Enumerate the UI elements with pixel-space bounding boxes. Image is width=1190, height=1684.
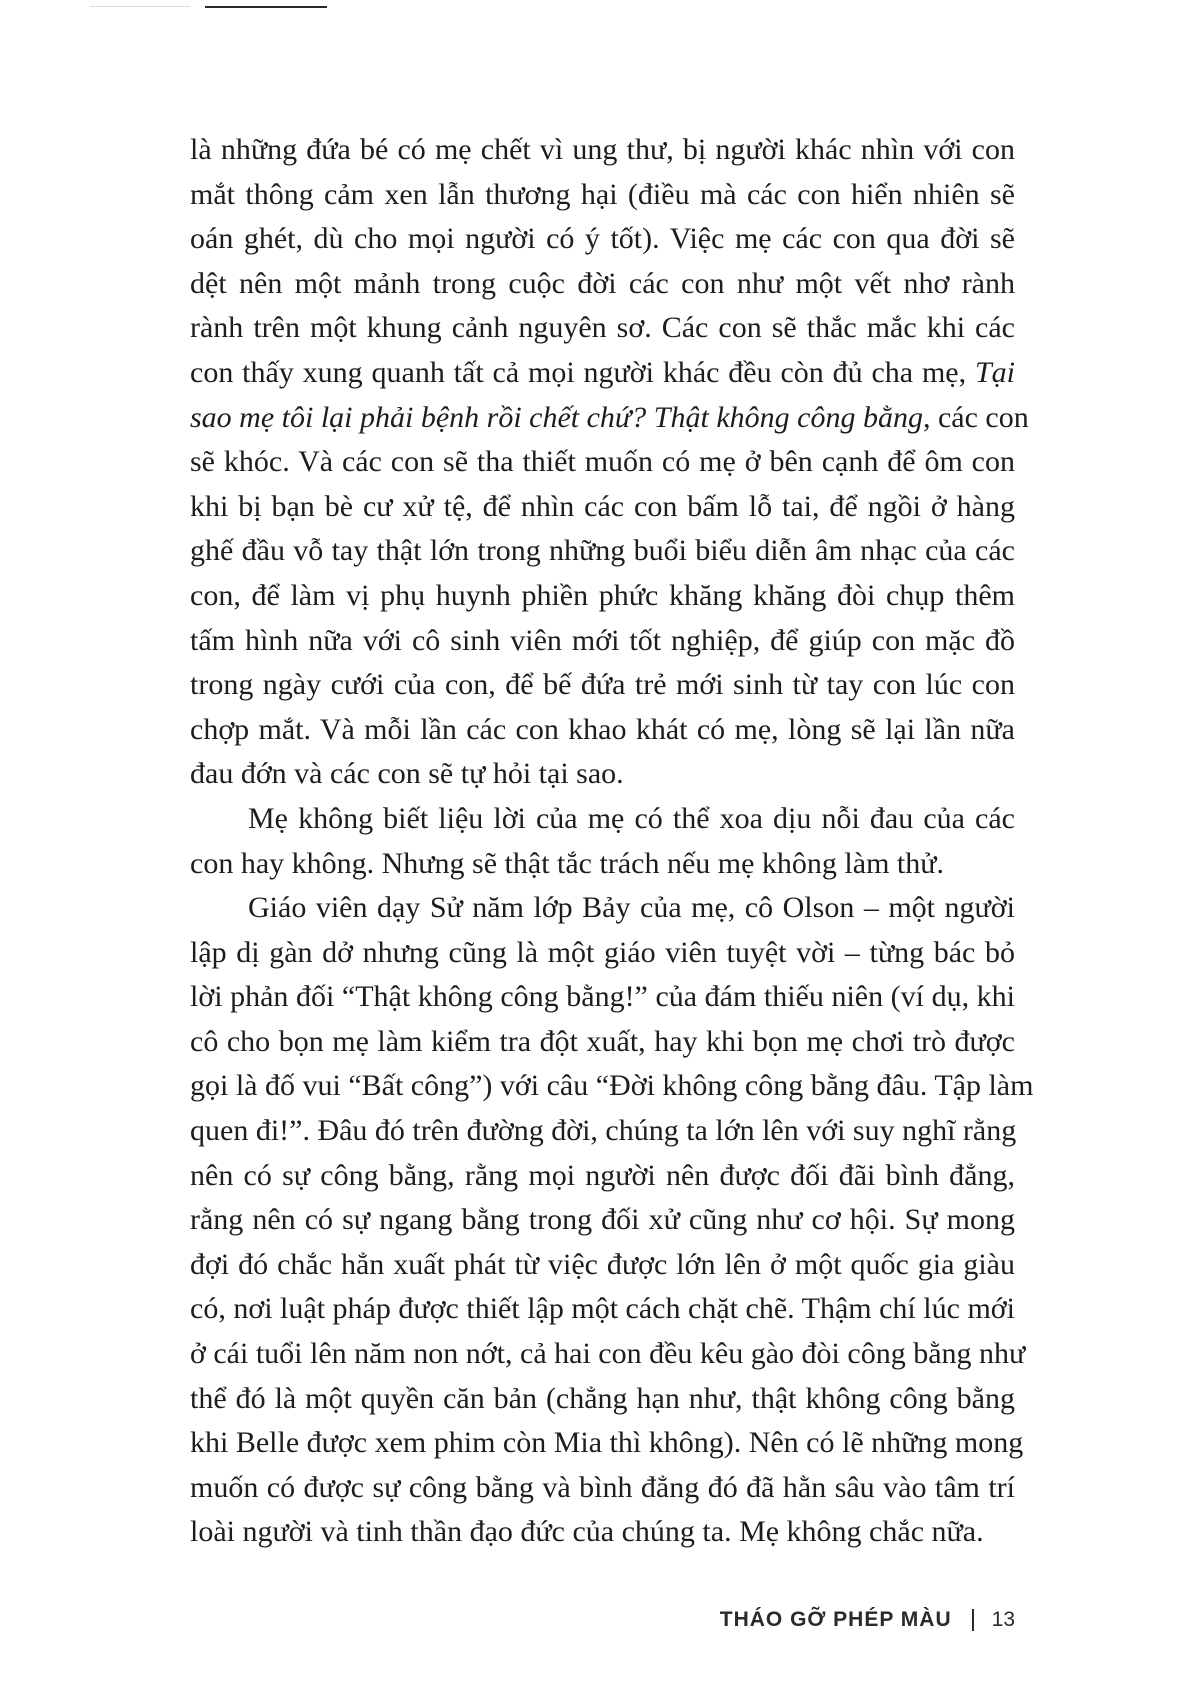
text-run: , các con: [922, 400, 1029, 434]
text-run: con, để làm vị phụ huynh phiền phức khăng khăng đòi chụp thêm: [190, 578, 1015, 612]
running-title: THÁO GỠ PHÉP MÀU: [719, 1608, 952, 1631]
text-run: Giáo viên dạy Sử năm lớp Bảy của mẹ, cô Olson – một người: [248, 891, 1015, 925]
text-line: [190, 1109, 1015, 1154]
text-run: lập dị gàn dở nhưng cũng là một giáo viên tuyệt vời – từng bác bỏ: [190, 935, 1015, 969]
text-line: [190, 1154, 1015, 1199]
text-run: lời phản đối “Thật không công bằng!” của đám thiếu niên (ví dụ, khi: [190, 980, 1015, 1014]
text-line: [190, 1377, 1015, 1422]
text-run: rành trên một khung cảnh nguyên sơ. Các con sẽ thắc mắc khi các: [190, 311, 1015, 345]
text-run: oán ghét, dù cho mọi người có ý tốt). Việc mẹ các con qua đời sẽ: [190, 222, 1015, 256]
text-line: [190, 1466, 1015, 1511]
text-run: dệt nên một mảnh trong cuộc đời các con như một vết nhơ rành: [190, 266, 1015, 300]
text-line: [190, 1198, 1015, 1243]
text-line: [190, 128, 1015, 173]
text-run: ở cái tuổi lên năm non nớt, cả hai con đều kêu gào đòi công bằng như: [190, 1337, 1026, 1371]
text-line: [190, 440, 1015, 485]
text-line: [190, 351, 1015, 396]
top-rule-faint: [90, 6, 190, 7]
text-run: là những đứa bé có mẹ chết vì ung thư, bị người khác nhìn với con: [190, 133, 1015, 166]
text-line: [190, 931, 1015, 976]
text-line: [190, 886, 1015, 931]
text-run: rằng nên có sự ngang bằng trong đối xử cũng như cơ hội. Sự mong: [190, 1203, 1015, 1237]
text-run: con thấy xung quanh tất cả mọi người khác đều còn đủ cha mẹ,: [190, 355, 975, 389]
text-run: Mẹ không biết liệu lời của mẹ có thể xoa dịu nỗi đau của các: [248, 801, 1015, 835]
text-run: muốn có được sự công bằng và bình đẳng đó đã hằn sâu vào tâm trí: [190, 1470, 1015, 1504]
top-rule: [205, 6, 327, 8]
text-line: [190, 975, 1015, 1020]
page-footer: [660, 1608, 1015, 1632]
text-run: cô cho bọn mẹ làm kiểm tra đột xuất, hay khi bọn mẹ chơi trò được: [190, 1024, 1015, 1058]
text-line: [190, 1510, 1015, 1555]
text-run: chợp mắt. Và mỗi lần các con khao khát có mẹ, lòng sẽ lại lần nữa: [190, 712, 1015, 746]
text-line: [190, 262, 1015, 307]
text-line: [190, 396, 1029, 441]
text-run: khi bị bạn bè cư xử tệ, để nhìn các con bấm lỗ tai, để ngồi ở hàng: [190, 489, 1015, 523]
text-line: [190, 1421, 1024, 1466]
text-line: [190, 797, 1015, 842]
text-line: [190, 1287, 1015, 1332]
text-run: nên có sự công bằng, rằng mọi người nên được đối đãi bình đẳng,: [190, 1158, 1015, 1192]
text-line: [190, 842, 1015, 887]
body-text: [190, 128, 1034, 1555]
italic-text: Tại: [974, 355, 1015, 389]
text-run: đợi đó chắc hẳn xuất phát từ việc được lớn lên ở một quốc gia giàu: [190, 1247, 1015, 1281]
text-run: sẽ khóc. Và các con sẽ tha thiết muốn có mẹ ở bên cạnh để ôm con: [190, 445, 1015, 479]
text-run: quen đi!”. Đâu đó trên đường đời, chúng ta lớn lên với suy nghĩ rằng: [190, 1114, 1017, 1148]
italic-text: sao mẹ tôi lại phải bệnh rồi chết chứ? Thật không công bằng: [190, 400, 923, 434]
text-line: [190, 708, 1015, 753]
text-line: [190, 173, 1015, 218]
page-number: 13: [991, 1608, 1015, 1631]
text-run: trong ngày cưới của con, để bế đứa trẻ mới sinh từ tay con lúc con: [190, 668, 1015, 702]
text-line: [190, 663, 1015, 708]
paragraph: [190, 797, 1015, 886]
text-line: [190, 485, 1015, 530]
text-run: đau đớn và các con sẽ tự hỏi tại sao.: [190, 757, 624, 791]
paragraph: [190, 128, 1029, 797]
text-run: mắt thông cảm xen lẫn thương hại (điều mà các con hiển nhiên sẽ: [190, 177, 1015, 211]
paragraph: [190, 886, 1034, 1555]
text-line: [190, 1064, 1034, 1109]
text-line: [190, 529, 1015, 574]
text-line: [190, 1020, 1015, 1065]
text-run: loài người và tinh thần đạo đức của chúng ta. Mẹ không chắc nữa.: [190, 1515, 984, 1549]
text-line: [190, 217, 1015, 262]
text-run: có, nơi luật pháp được thiết lập một cách chặt chẽ. Thậm chí lúc mới: [190, 1292, 1015, 1326]
text-run: ghế đầu vỗ tay thật lớn trong những buổi biểu diễn âm nhạc của các: [190, 534, 1015, 568]
text-run: gọi là đố vui “Bất công”) với câu “Đời không công bằng đâu. Tập làm: [190, 1069, 1034, 1103]
text-line: [190, 574, 1015, 619]
text-line: [190, 1332, 1026, 1377]
text-line: [190, 306, 1015, 351]
text-run: con hay không. Nhưng sẽ thật tắc trách nếu mẹ không làm thử.: [190, 846, 944, 880]
text-line: [190, 752, 1015, 797]
footer-separator: [972, 1609, 974, 1631]
text-run: thể đó là một quyền căn bản (chẳng hạn như, thật không công bằng: [190, 1381, 1015, 1415]
text-line: [190, 1243, 1015, 1288]
text-run: khi Belle được xem phim còn Mia thì không). Nên có lẽ những mong: [190, 1426, 1024, 1460]
text-line: [190, 619, 1015, 664]
text-run: tấm hình nữa với cô sinh viên mới tốt nghiệp, để giúp con mặc đồ: [190, 623, 1015, 657]
